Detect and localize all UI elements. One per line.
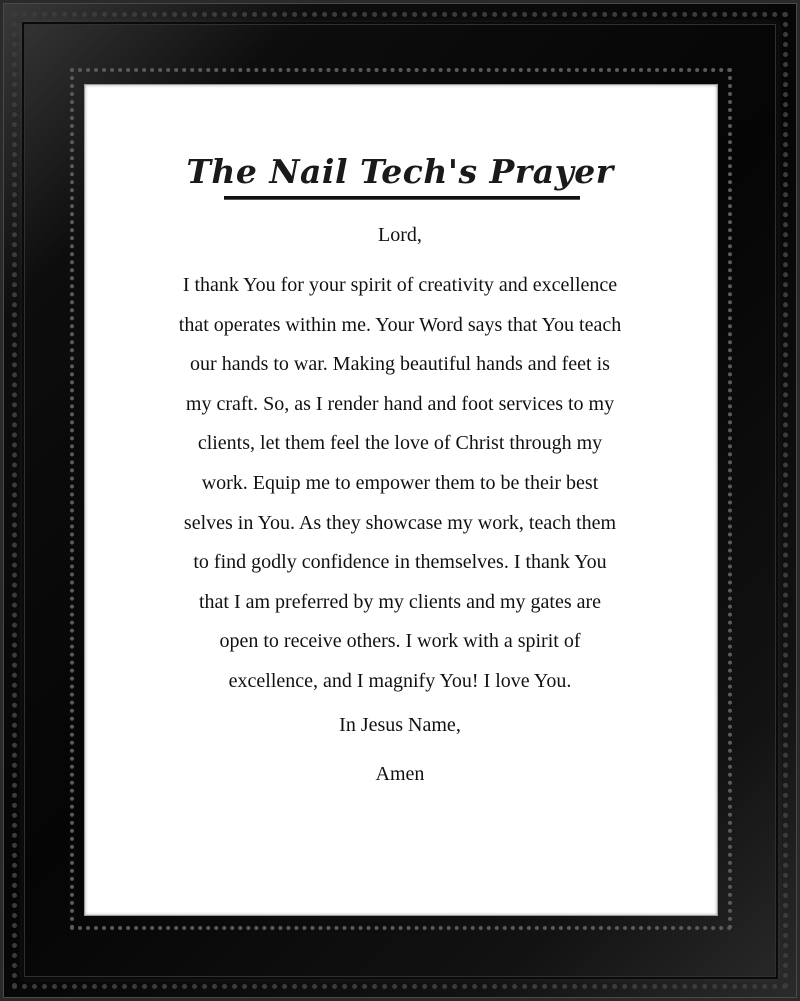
prayer-line: our hands to war. Making beautiful hands and feet is (190, 353, 610, 376)
prayer-greeting: Lord, (378, 224, 422, 246)
prayer-line: to find godly confidence in themselves. I thank You (193, 551, 607, 574)
prayer-amen: Amen (375, 763, 425, 785)
prayer-title: The Nail Tech's Prayer (186, 152, 614, 191)
prayer-line: I thank You for your spirit of creativity and excellence (182, 274, 618, 296)
prayer-line: that operates within me. Your Word says that You teach (178, 313, 622, 336)
title-underline (224, 196, 580, 200)
prayer-line: my craft. So, as I render hand and foot services to my (185, 392, 615, 415)
prayer-line: work. Equip me to empower them to be their best (201, 471, 599, 494)
prayer-line: selves in You. As they showcase my work, teach them (183, 511, 617, 534)
prayer-closing: In Jesus Name, (339, 714, 461, 736)
prayer-body (130, 266, 670, 702)
prayer-line: excellence, and I magnify You! I love You. (228, 669, 572, 692)
prayer-line: that I am preferred by my clients and my gates are (198, 590, 602, 613)
prayer-line: open to receive others. I work with a spirit of (219, 630, 581, 653)
prayer-line: clients, let them feel the love of Christ through my (197, 432, 603, 455)
